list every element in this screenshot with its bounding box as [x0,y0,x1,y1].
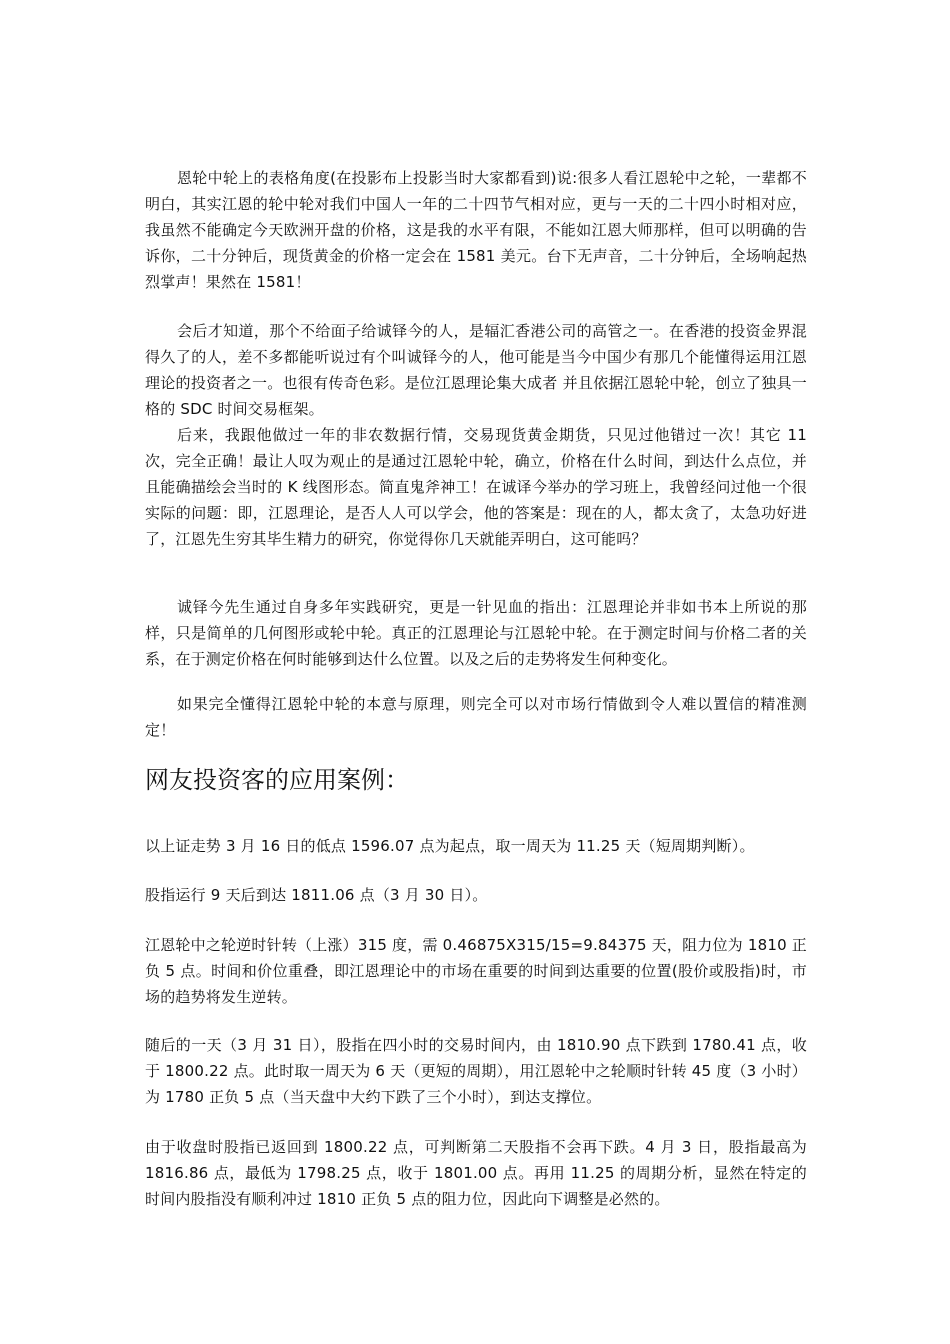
case-paragraph-next-day: 随后的一天（3 月 31 日），股指在四小时的交易时间内，由 1810.90 点下跌到 1780.41 点，收于 1800.22 点。此时取一周天为 6 天（更短的周期），用江恩轮中之轮顺时针转 45 度（3 小时）为 1780 正负 5 点（当天盘中大约下跌了三个小时），到达支撑位。 [145,1036,807,1106]
section-heading: 网友投资客的应用案例： [145,766,409,794]
paragraph-wheel-angle-story: 恩轮中轮上的表格角度(在投影布上投影当时大家都看到)说:很多人看江恩轮中之轮，一辈都不明白，其实江恩的轮中轮对我们中国人一年的二十四节气相对应，更与一天的二十四小时相对应，我虽然不能确定今天欧洲开盘的价格，这是我的水平有限，不能如江恩大师那样，但可以明确的告诉你，二十分钟后，现货黄金的价格一定会在 1581 美元。台下无声音，二十分钟后，全场响起热烈掌声！果然在 1581！ [145,169,807,291]
paragraph-nonfarm-trading: 后来，我跟他做过一年的非农数据行情，交易现货黄金期货，只见过他错过一次！其它 11 次，完全正确！最让人叹为观止的是通过江恩轮中轮，确立，价格在什么时间，到达什么点位，并且能确描绘会当时的 K 线图形态。简直鬼斧神工！在诚译今举办的学习班上，我曾经问过他一个很实际的问题：即，江恩理论，是否人人可以学会，他的答案是：现在的人，都太贪了，太急功好进了，江恩先生穷其毕生精力的研究，你觉得你几天就能弄明白，这可能吗？ [145,426,807,548]
case-paragraph-closing-analysis: 由于收盘时股指已返回到 1800.22 点，可判断第二天股指不会再下跌。4 月 3 日，股指最高为 1816.86 点，最低为 1798.25 点，收于 1801.00 点。再用 11.25 的周期分析，显然在特定的时间内股指没有顺利冲过 1810 正负 5 点的阻力位，因此向下调整是必然的。 [145,1138,807,1208]
paragraph-after-meeting: 会后才知道，那个不给面子给诚铎今的人，是辐汇香港公司的高管之一。在香港的投资金界混得久了的人，差不多都能听说过有个叫诚铎今的人，他可能是当今中国少有那几个能懂得运用江恩理论的投资者之一。也很有传奇色彩。是位江恩理论集大成者 并且依据江恩轮中轮，创立了独具一格的 SDC 时间交易框架。 [145,322,807,418]
case-paragraph-nine-days: 股指运行 9 天后到达 1811.06 点（3 月 30 日）。 [145,886,488,904]
paragraph-theory-essence: 诚铎今先生通过自身多年实践研究，更是一针见血的指出：江恩理论并非如书本上所说的那样，只是简单的几何图形或轮中轮。真正的江恩理论与江恩轮中轮。在于测定时间与价格二者的关系，在于测定价格在何时能够到达什么位置。以及之后的走势将发生何种变化。 [145,598,807,668]
case-paragraph-counterclockwise: 江恩轮中之轮逆时针转（上涨）315 度，需 0.46875X315/15=9.84375 天，阻力位为 1810 正负 5 点。时间和价位重叠，即江恩理论中的市场在重要的时间到达重要的位置(股价或股指)时，市场的趋势将发生逆转。 [145,936,807,1006]
paragraph-full-understanding: 如果完全懂得江恩轮中轮的本意与原理，则完全可以对市场行情做到令人难以置信的精准测定！ [145,695,807,739]
case-paragraph-start-point: 以上证走势 3 月 16 日的低点 1596.07 点为起点，取一周天为 11.25 天（短周期判断）。 [145,837,755,855]
